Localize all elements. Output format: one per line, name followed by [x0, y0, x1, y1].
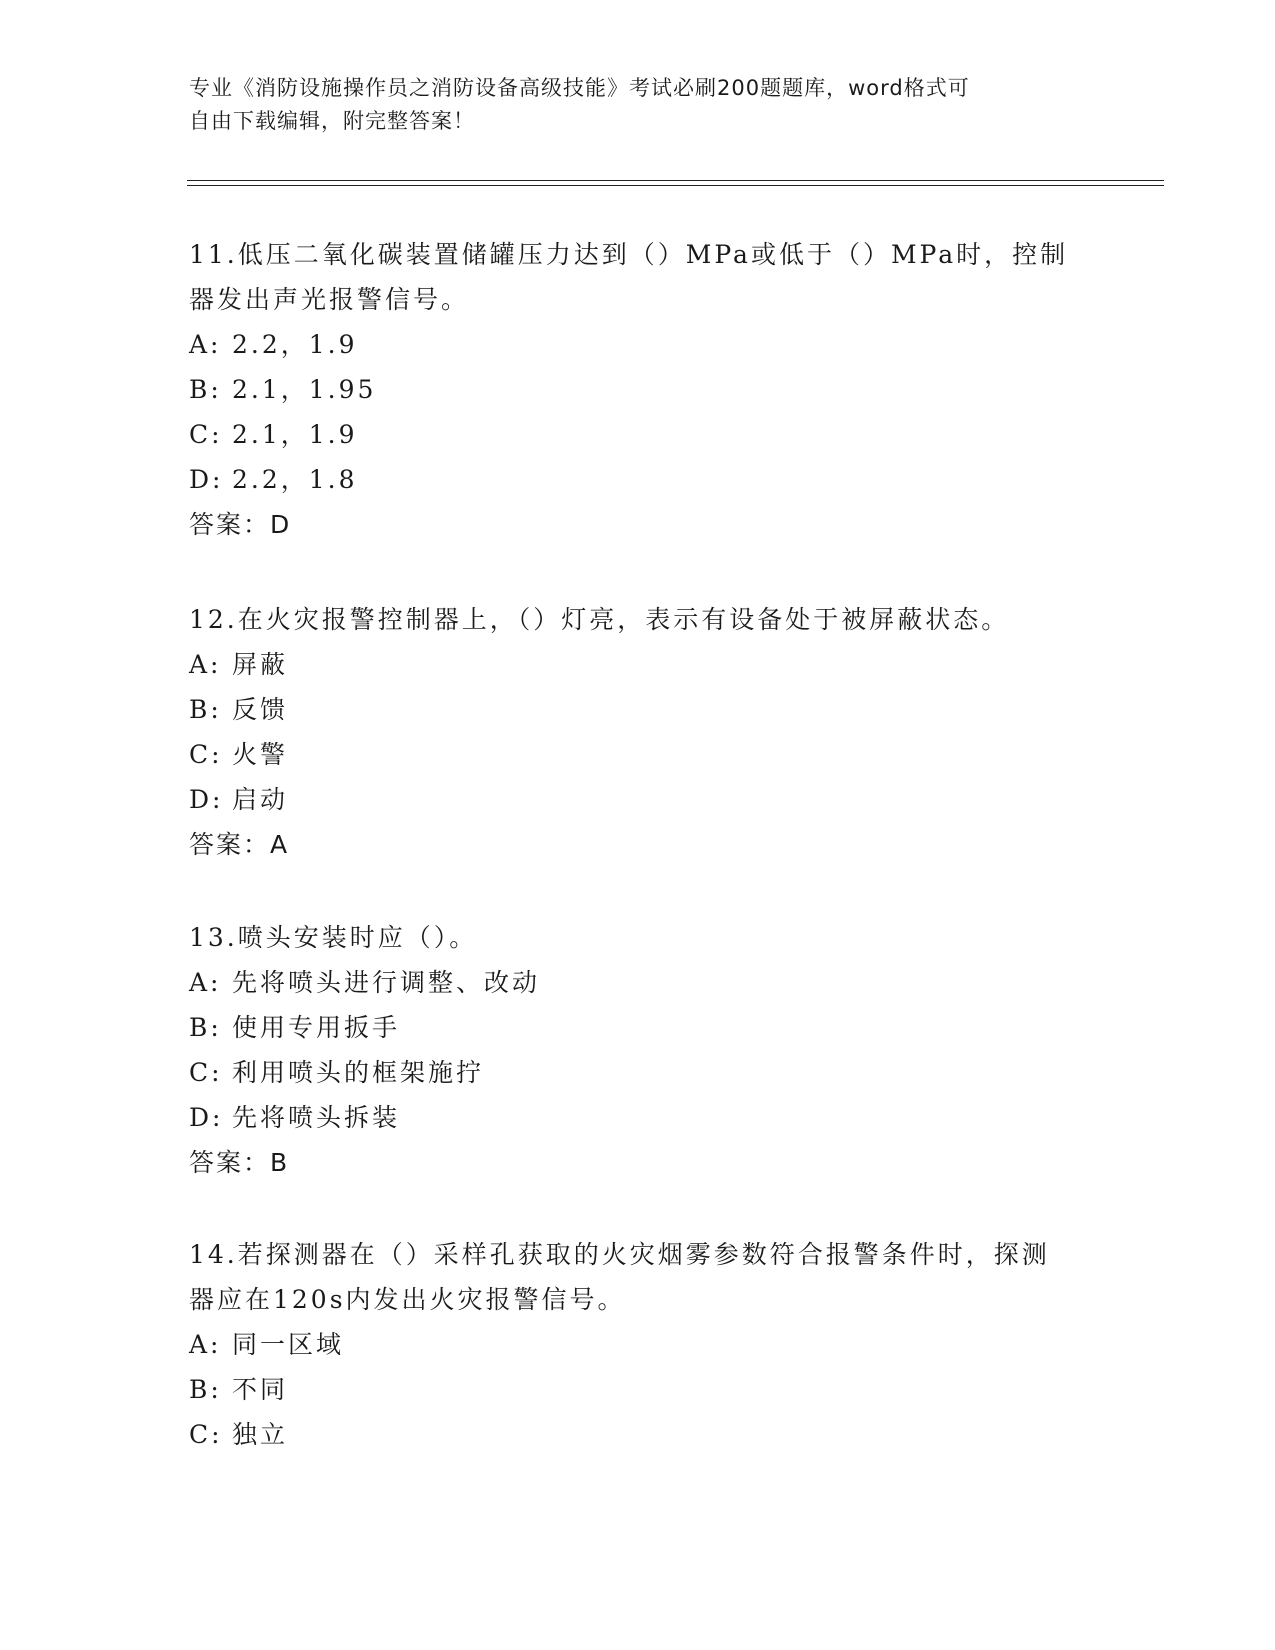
option-text: 启动: [232, 785, 289, 814]
option-c: [189, 1050, 1079, 1095]
option-key: B:: [189, 1013, 222, 1042]
question-stem-line: 器应在120s内发出火灾报警信号。: [189, 1285, 626, 1314]
header-divider-top: [187, 180, 1164, 181]
option-key: D:: [189, 785, 224, 814]
header-divider-bottom: [187, 185, 1164, 186]
option-text: 2.2，1.8: [232, 465, 358, 494]
option-text: 同一区域: [232, 1330, 345, 1359]
option-text: 先将喷头拆装: [232, 1103, 401, 1132]
option-b: [189, 1005, 1079, 1050]
answer-line: 答案：D: [189, 510, 292, 539]
option-text: 独立: [232, 1420, 289, 1449]
option-b: [189, 367, 1079, 412]
question-stem-line: 12.在火灾报警控制器上，（）灯亮，表示有设备处于被屏蔽状态。: [189, 605, 1010, 634]
option-key: C:: [189, 420, 223, 449]
option-a: [189, 1322, 1079, 1367]
option-key: D:: [189, 1103, 224, 1132]
option-key: B:: [189, 375, 222, 404]
option-key: B:: [189, 695, 222, 724]
option-c: [189, 412, 1079, 457]
answer-line: 答案：B: [189, 1148, 290, 1177]
option-d: [189, 1095, 1079, 1140]
option-key: D:: [189, 465, 224, 494]
option-d: [189, 457, 1079, 502]
option-text: 2.1，1.95: [232, 375, 377, 404]
question-12: [189, 597, 1079, 867]
question-stem-line: 13.喷头安装时应（）。: [189, 923, 478, 952]
option-d: [189, 777, 1079, 822]
option-text: 先将喷头进行调整、改动: [232, 968, 541, 997]
option-key: C:: [189, 1058, 223, 1087]
question-11: [189, 232, 1079, 547]
option-text: 2.2，1.9: [232, 330, 358, 359]
option-text: 屏蔽: [232, 650, 289, 679]
option-text: 利用喷头的框架施拧: [232, 1058, 485, 1087]
option-key: B:: [189, 1375, 222, 1404]
header-line-2: 自由下载编辑，附完整答案！: [189, 109, 475, 133]
option-a: [189, 642, 1079, 687]
question-14: [189, 1232, 1079, 1457]
option-key: A:: [189, 1330, 222, 1359]
option-key: A:: [189, 968, 222, 997]
option-text: 2.1，1.9: [232, 420, 358, 449]
answer-line: 答案：A: [189, 830, 290, 859]
option-key: C:: [189, 740, 223, 769]
option-text: 不同: [232, 1375, 289, 1404]
question-13: [189, 915, 1079, 1185]
option-a: [189, 322, 1079, 367]
option-b: [189, 1367, 1079, 1412]
header-line-1: 专业《消防设施操作员之消防设备高级技能》考试必刷200题题库，word格式可: [189, 76, 970, 100]
option-b: [189, 687, 1079, 732]
option-text: 火警: [232, 740, 289, 769]
option-key: A:: [189, 650, 222, 679]
option-text: 使用专用扳手: [232, 1013, 401, 1042]
option-c: [189, 732, 1079, 777]
option-key: A:: [189, 330, 222, 359]
question-stem-line: 11.低压二氧化碳装置储罐压力达到（）MPa或低于（）MPa时，控制: [189, 240, 1069, 269]
option-text: 反馈: [232, 695, 289, 724]
document-header: [189, 72, 1069, 138]
option-a: [189, 960, 1079, 1005]
option-c: [189, 1412, 1079, 1457]
option-key: C:: [189, 1420, 223, 1449]
question-stem-line: 器发出声光报警信号。: [189, 285, 470, 314]
question-stem-line: 14.若探测器在（）采样孔获取的火灾烟雾参数符合报警条件时，探测: [189, 1240, 1050, 1269]
